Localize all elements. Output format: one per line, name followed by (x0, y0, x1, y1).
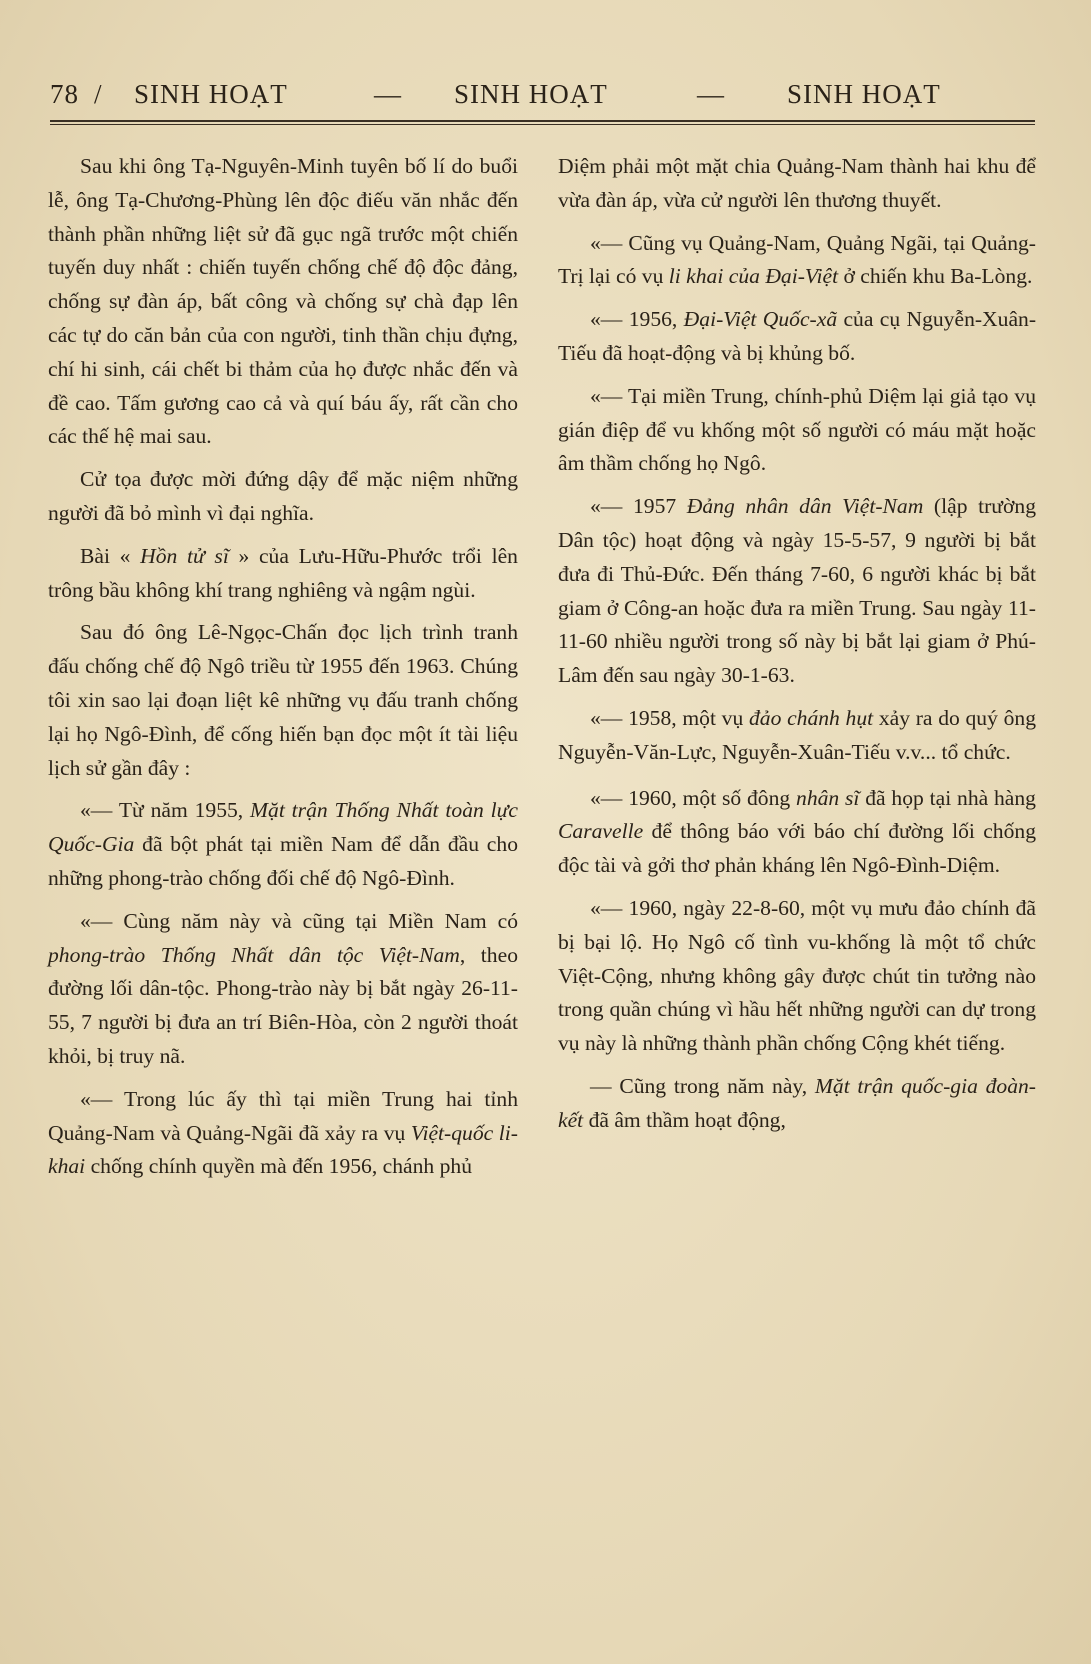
running-header (50, 70, 1035, 110)
page-number: 78 (50, 79, 79, 109)
header-title-3: SINH HOẠT (787, 79, 941, 109)
paragraph: Bài « Hồn tử sĩ » của Lưu-Hữu-Phước trổi lên trông bầu không khí trang nghiêng và ngậm ngùi. (48, 543, 518, 602)
paragraph: «— Từ năm 1955, Mặt trận Thống Nhất toàn lực Quốc-Gia đã bột phát tại miền Nam để dẫn đầu cho những phong-trào chống đối chế độ Ngô-Đình. (48, 798, 518, 890)
paragraph: «— 1957 Đảng nhân dân Việt-Nam (lập trường Dân tộc) hoạt động và ngày 15-5-57, 9 người bị bắt đưa đi Thủ-Đức. Đến tháng 7-60, 6 người khác bị bắt giam ở Công-an hoặc đưa ra miền Trung. Sau ngày 11-11-60 nhiều người trong số này bị bắt lại giam ở Phú-Lâm đến sau ngày 30-1-63. (558, 494, 1036, 688)
header-title-1: SINH HOẠT (134, 79, 288, 109)
header-slash: / (94, 79, 103, 109)
left-column (48, 150, 518, 1193)
header-rule-thin (50, 124, 1035, 125)
paragraph: «— 1958, một vụ đảo chánh hụt xảy ra do quý ông Nguyễn-Văn-Lực, Nguyễn-Xuân-Tiếu v.v... tổ chức. (558, 705, 1036, 764)
header-rule (50, 120, 1035, 122)
paragraph: Sau đó ông Lê-Ngọc-Chấn đọc lịch trình tranh đấu chống chế độ Ngô triều từ 1955 đến 1963. Chúng tôi xin sao lại đoạn liệt kê những vụ đấu tranh chống lại họ Ngô-Đình, để cống hiến bạn đọc một ít tài liệu lịch sử gần đây : (48, 620, 518, 780)
paragraph: Cử tọa được mời đứng dậy để mặc niệm những người đã bỏ mình vì đại nghĩa. (48, 467, 518, 525)
paragraph: «— 1960, một số đông nhân sĩ đã họp tại nhà hàng Caravelle để thông báo với báo chí đường lối chống độc tài và gởi thơ phản kháng lên Ngô-Đình-Diệm. (558, 785, 1036, 878)
header-dash-1: — (374, 79, 402, 109)
paragraph: «— Cùng năm này và cũng tại Miền Nam có phong-trào Thống Nhất dân tộc Việt-Nam, theo đường lối dân-tộc. Phong-trào này bị bắt ngày 26-11-55, 7 người bị đưa an trí Biên-Hòa, còn 2 người thoát khỏi, bị truy nã. (48, 908, 518, 1068)
paragraph: «— Tại miền Trung, chính-phủ Diệm lại giả tạo vụ gián điệp để vu khống một số người có máu mặt hoặc âm thầm chống họ Ngô. (558, 383, 1036, 476)
header-dash-2: — (697, 79, 725, 109)
paragraph: «— 1956, Đại-Việt Quốc-xã của cụ Nguyễn-Xuân-Tiếu đã hoạt-động và bị khủng bố. (558, 307, 1037, 365)
paragraph: Sau khi ông Tạ-Nguyên-Minh tuyên bố lí do buổi lễ, ông Tạ-Chương-Phùng lên độc điếu văn nhắc đến thành phần những liệt sử đã gục ngã trước một chiến tuyến duy nhất : chiến tuyến chống chế độ độc đảng, chống sự đàn áp, bất công và chống sự chà đạp lên các tự do căn bản của con người, tinh thần chịu đựng, chí hi sinh, cái chết bi thảm của họ được nhắc đến và đề cao. Tấm gương cao cả và quí báu ấy, rất cần cho các thế hệ mai sau. (48, 154, 518, 449)
header-title-2: SINH HOẠT (454, 79, 608, 109)
right-column (558, 150, 1036, 1147)
paragraph: «— Cũng vụ Quảng-Nam, Quảng Ngãi, tại Quảng-Trị lại có vụ li khai của Đại-Việt ở chiến khu Ba-Lòng. (558, 230, 1036, 289)
paragraph: «— Trong lúc ấy thì tại miền Trung hai tỉnh Quảng-Nam và Quảng-Ngãi đã xảy ra vụ Việt-quốc li-khai chống chính quyền mà đến 1956, chánh phủ (48, 1086, 518, 1179)
paragraph: Diệm phải một mặt chia Quảng-Nam thành hai khu để vừa đàn áp, vừa cử người lên thương thuyết. (558, 154, 1036, 212)
paragraph: «— 1960, ngày 22-8-60, một vụ mưu đảo chính đã bị bại lộ. Họ Ngô cố tình vu-khống là một tổ chức Việt-Cộng, nhưng không gây được chút tin tưởng nào trong quần chúng vì hầu hết những người can dự trong vụ này là những thành phần chống Cộng khét tiếng. (558, 895, 1036, 1056)
paragraph: — Cũng trong năm này, Mặt trận quốc-gia đoàn-kết đã âm thầm hoạt động, (558, 1073, 1036, 1132)
